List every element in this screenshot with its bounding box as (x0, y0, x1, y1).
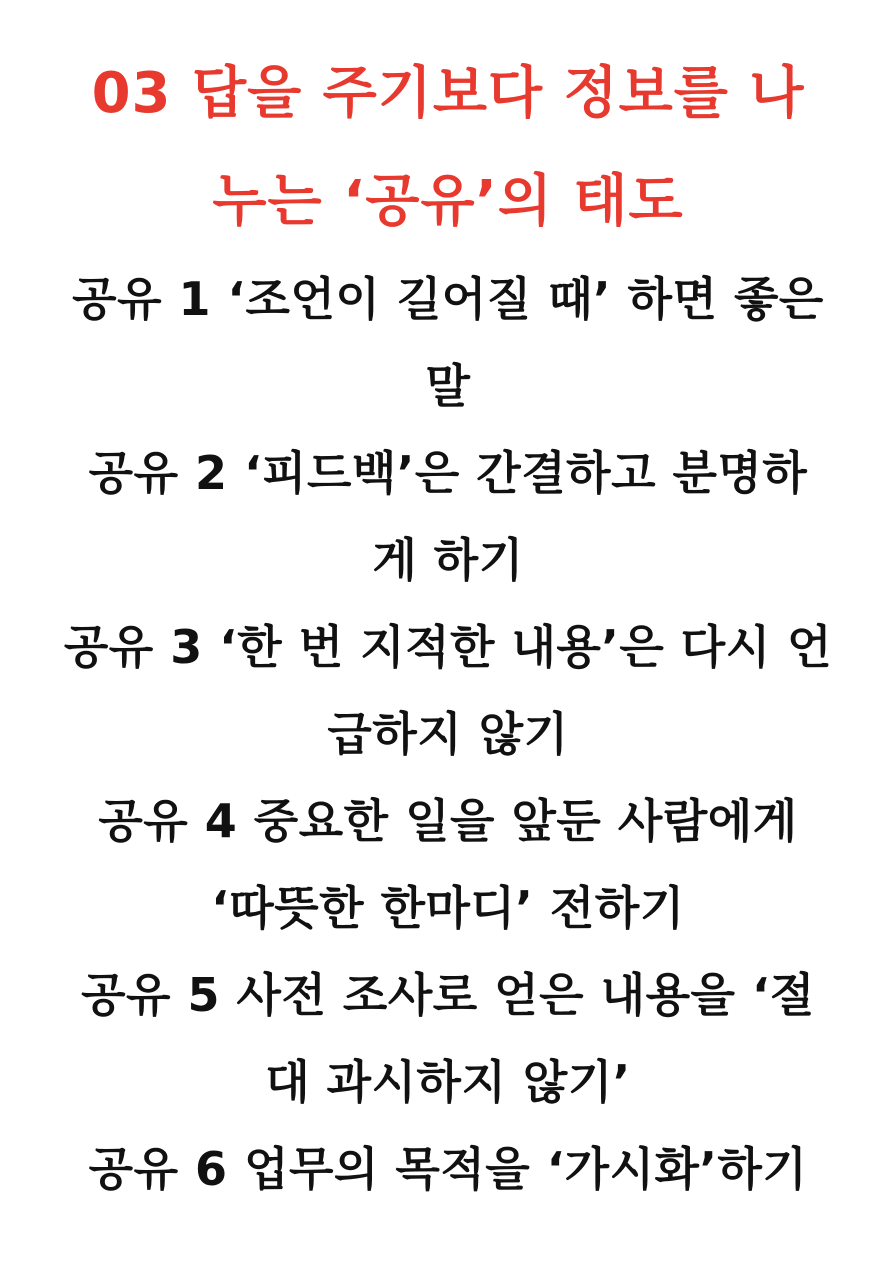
share-item-6-line-1: 공유 6 업무의 목적을 ‘가시화’하기 (88, 1142, 808, 1196)
share-item-4 (40, 778, 856, 952)
page-title-line-2: 누는 ‘공유’의 태도 (212, 169, 684, 234)
share-item-1 (40, 256, 856, 430)
share-item-2-line-2: 게 하기 (372, 533, 524, 587)
share-item-5-line-2: 대 과시하지 않기’ (265, 1055, 631, 1109)
share-item-3-line-1: 공유 3 ‘한 번 지적한 내용’은 다시 언 (63, 620, 833, 674)
share-item-5 (40, 952, 856, 1126)
page-title-line-1: 03 답을 주기보다 정보를 나 (91, 61, 805, 126)
share-list (40, 256, 856, 1213)
share-item-1-line-2: 말 (425, 359, 471, 413)
share-item-4-line-1: 공유 4 중요한 일을 앞둔 사람에게 (98, 794, 798, 848)
share-item-6 (40, 1126, 856, 1213)
share-item-1-line-1: 공유 1 ‘조언이 길어질 때’ 하면 좋은 (72, 272, 824, 326)
share-item-5-line-1: 공유 5 사전 조사로 얻은 내용을 ‘절 (81, 968, 815, 1022)
share-item-3 (40, 604, 856, 778)
share-item-2 (40, 430, 856, 604)
share-item-3-line-2: 급하지 않기 (327, 707, 569, 761)
share-item-2-line-1: 공유 2 ‘피드백’은 간결하고 분명하 (88, 446, 808, 500)
share-item-4-line-2: ‘따뜻한 한마디’ 전하기 (211, 881, 685, 935)
page-title (40, 40, 856, 256)
